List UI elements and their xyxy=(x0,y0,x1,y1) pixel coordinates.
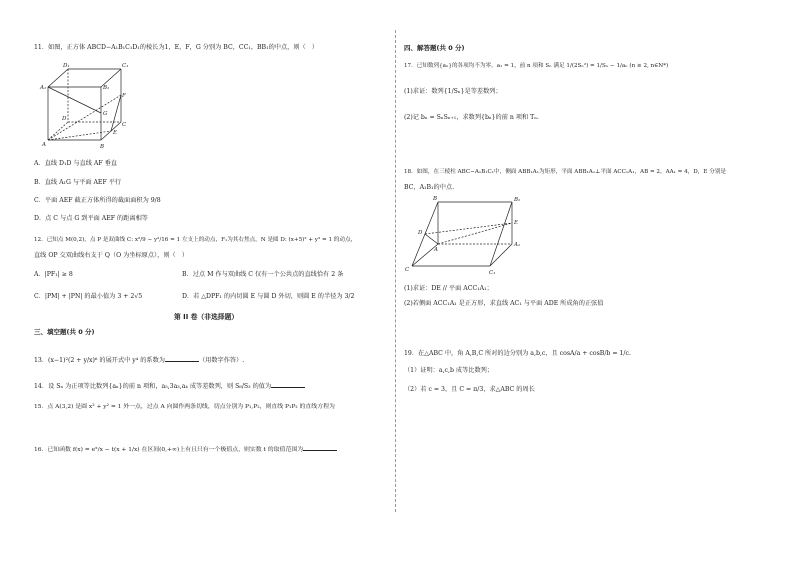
q12-stem-cont: 直线 OP 交双曲线右支于 Q（O 为坐标原点），则（ ） xyxy=(34,252,189,259)
q13-tail: （用数字作答）. xyxy=(198,357,245,364)
q11-option-b: B．直线 A₁G 与平面 AEF 平行 xyxy=(34,179,122,186)
q18-part1: (1)求证：DE // 平面 ACC₁A₁； xyxy=(404,285,493,292)
prism-label-c1: C₁ xyxy=(489,270,496,276)
section4-title: 四、解答题(共 0 分) xyxy=(404,44,465,52)
cube-label-c1: C₁ xyxy=(122,63,129,69)
q12-option-c: C．|PM| + |PN| 的最小值为 3 + 2√5 xyxy=(34,293,143,300)
q13 xyxy=(34,355,244,365)
prism-label-a: A xyxy=(434,247,438,253)
q18-stem-cont: BC，A₁B₁的中点. xyxy=(404,184,455,191)
q11-option-c: C．平面 AEF 截正方体所得的截面面积为 9/8 xyxy=(34,197,161,204)
cube-hidden-edge xyxy=(48,122,68,140)
cube-line-ae xyxy=(48,131,111,140)
prism-label-b: B xyxy=(433,196,438,202)
q19-part2: （2）若 c = 3，且 C = π/3，求△ABC 的周长 xyxy=(404,386,535,393)
cube-label-e: E xyxy=(113,130,118,136)
q12-stem: 12．已知点 M(0,2)，点 P 是双曲线 C: x²/9 − y²/16 = 1 左支上的动点，F₁为其右焦点，N 是圆 D: (x+5)² + y² = 1 的动点， xyxy=(34,237,357,243)
cube-label-a: A xyxy=(42,142,46,148)
cube-label-a1: A₁ xyxy=(40,85,47,91)
column-divider xyxy=(395,30,396,512)
cube-label-g: G xyxy=(103,111,108,117)
q15-text: 15．点 A(3,2) 是圆 x² + y² = 1 外一点，过点 A 向圆作两条切线，切点分别为 P₁,P₂，则直线 P₁P₂ 的直线方程为 xyxy=(34,404,335,410)
q16-answer-blank xyxy=(303,444,337,451)
prism-edge xyxy=(490,202,512,266)
q11-option-d: D．点 C 与点 G 到平面 AEF 的距离相等 xyxy=(34,215,148,222)
cube-edge xyxy=(48,69,68,87)
q12-option-a: A．|PF₁| ≥ 8 xyxy=(34,271,73,278)
q15 xyxy=(34,403,335,411)
cube-line-af xyxy=(48,95,121,140)
prism-label-d: D xyxy=(418,230,423,236)
prism-label-a1: A₁ xyxy=(514,242,521,248)
cube-label-f: F xyxy=(122,93,126,99)
cube-label-c: C xyxy=(122,122,127,128)
cube-label-d: D xyxy=(62,116,67,122)
q17-stem: 17．已知数列{aₙ}的各项均不为零，a₁ = 1，前 n 项和 Sₙ 满足 1/(2Sₙ²) = 1/Sₙ − 1/aₙ (n ≥ 2, n∈N*) xyxy=(404,63,669,69)
q12-option-d: D．若 △DPF₁ 的内切圆 E 与圆 D 外切，则圆 E 的半径为 3/2 xyxy=(182,293,355,300)
q14-answer-blank xyxy=(271,381,305,388)
q19-part1: （1）证明：a,c,b 成等比数列； xyxy=(404,367,494,374)
part2-title: 第 II 卷（非选择题） xyxy=(174,313,239,321)
q17-part2: (2)记 bₙ = SₙSₙ₊₁，求数列{bₙ}的前 n 项和 Tₙ. xyxy=(404,114,539,121)
q17-part1: (1)求证：数列{1/Sₙ}是等差数列； xyxy=(404,88,502,95)
q18-part2: (2)若侧面 ACC₁A₁ 是正方形，求直线 AC₁ 与平面 ADE 所成角的正弦值 xyxy=(404,300,604,307)
prism-figure xyxy=(404,194,534,280)
cube-line-ef xyxy=(111,95,121,131)
prism-line-da xyxy=(425,234,438,244)
cube-label-b: B xyxy=(100,144,105,150)
q19-stem: 19．在△ABC 中，角 A,B,C 所对的边分别为 a,b,c，且 cosA/a + cosB/b = 1/c. xyxy=(404,350,631,357)
q11-stem: 11．如图，正方体 ABCD−A₁B₁C₁D₁的棱长为1，E，F，G 分别为 BC，CC₁，BB₁的中点，则（ ） xyxy=(34,44,319,51)
prism-label-c: C xyxy=(405,267,410,273)
prism-label-e: E xyxy=(514,220,519,226)
q11-option-a: A．直线 D₁D 与直线 AF 垂直 xyxy=(34,160,117,167)
q13-answer-blank xyxy=(165,355,199,362)
section3-title: 三、填空题(共 0 分) xyxy=(34,328,95,336)
q14-text: 14．设 Sₙ 为正项等比数列{aₙ}的前 n 项和，a₅,3a₃,a₄ 成等差数列，则 S₆/S₃ 的值为 xyxy=(34,383,272,390)
cube-label-b1: B₁ xyxy=(103,85,110,91)
q16 xyxy=(34,444,337,454)
prism-label-b1: B₁ xyxy=(514,197,521,203)
cube-line-a1g xyxy=(48,87,101,113)
prism-edge xyxy=(490,244,512,266)
q13-text: 13．(x−1)²(2 + y/x)⁶ 的展开式中 y⁴ 的系数为 xyxy=(34,357,165,364)
q18-stem: 18．如图，在三棱柱 ABC−A₁B₁C₁中，侧面 ABB₁A₁为矩形，平面 ABB₁A₁⊥平面 ACC₁A₁，AB = 2，AA₁ = 4，D，E 分别是 xyxy=(404,169,727,175)
cube-figure xyxy=(36,60,129,152)
q12-option-b: B．过点 M 作与双曲线 C 仅有一个公共点的直线恰有 2 条 xyxy=(182,271,344,278)
q14 xyxy=(34,381,305,391)
q16-text: 16．已知函数 f(x) = eˣ/x − t(x + 1/x) 在区间(0,+∞)上有且只有一个极值点，则实数 t 的取值范围为 xyxy=(34,447,304,453)
cube-label-d1: D₁ xyxy=(63,63,70,69)
